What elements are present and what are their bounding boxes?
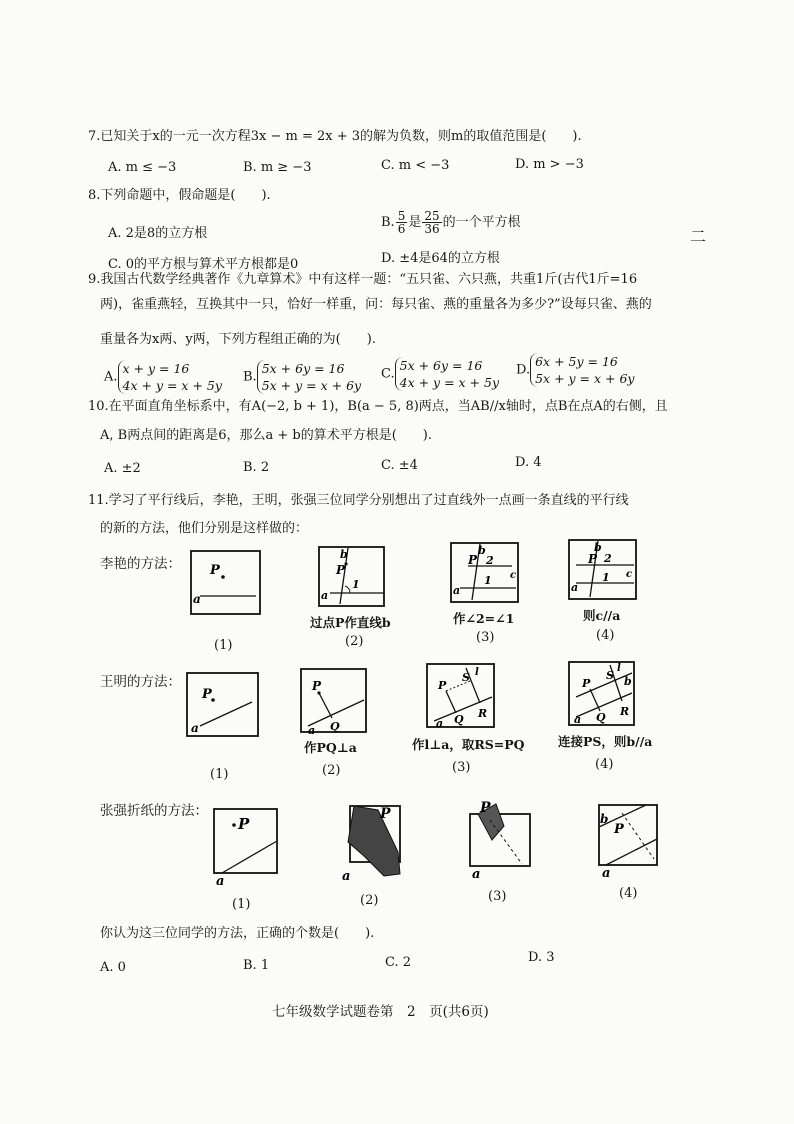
q9-option-a: A.x + y = 16 4x + y = x + 5y bbox=[104, 361, 222, 393]
q10-line-2: A, B两点间的距离是6，那么a + b的算术平方根是( ). bbox=[100, 428, 432, 443]
svg-text:P: P bbox=[480, 800, 491, 816]
svg-text:R: R bbox=[478, 707, 488, 720]
svg-text:a: a bbox=[321, 589, 329, 602]
q7-option-b: B. m ≥ −3 bbox=[243, 160, 312, 175]
svg-text:P: P bbox=[588, 552, 598, 566]
svg-text:S: S bbox=[606, 669, 614, 682]
svg-text:b: b bbox=[624, 675, 632, 688]
fraction-25-36: $\frac{25}{36}$ bbox=[424, 209, 440, 236]
svg-text:a: a bbox=[602, 866, 611, 879]
q11-question: 你认为这三位同学的方法，正确的个数是( ). bbox=[100, 926, 375, 941]
li-fig-num-2: (2) bbox=[345, 634, 364, 649]
li-figure-2 bbox=[318, 546, 386, 608]
page-footer: 七年级数学试题卷第 2 页(共6页) bbox=[272, 1004, 489, 1020]
svg-text:P: P bbox=[380, 806, 391, 822]
zhang-figure-1 bbox=[210, 807, 282, 887]
zhang-figure-2 bbox=[340, 802, 412, 884]
q9-option-d: D.6x + 5y = 16 5x + y = x + 6y bbox=[516, 354, 635, 386]
li-fig-num-4: (4) bbox=[596, 628, 615, 643]
li-fig-num-1: (1) bbox=[214, 638, 233, 653]
q8-option-a: A. 2是8的立方根 bbox=[108, 226, 208, 241]
wang-figure-3 bbox=[426, 663, 496, 729]
q8-option-b-label: B. bbox=[381, 215, 395, 230]
zhang-fig-num-3: (3) bbox=[488, 889, 507, 904]
q9-line-3: 重量各为x两、y两，下列方程组正确的为( ). bbox=[100, 332, 376, 347]
wang-figure-2 bbox=[300, 668, 368, 734]
q8-option-c: C. 0的平方根与算术平方根都是0 bbox=[108, 257, 299, 272]
svg-text:a: a bbox=[308, 724, 316, 734]
q7-option-d: D. m > −3 bbox=[515, 157, 584, 172]
wang-fig-num-4: (4) bbox=[595, 757, 614, 772]
wang-fig-num-2: (2) bbox=[322, 763, 341, 778]
q9-line-1: 9.我国古代数学经典著作《九章算术》中有这样一题：“五只雀、六只燕，共重1斤(古代1斤=16 bbox=[88, 272, 638, 287]
q9-option-c: C.5x + 6y = 16 4x + y = x + 5y bbox=[381, 358, 500, 390]
li-caption-4: 则c//a bbox=[583, 608, 621, 623]
fraction-5-6: $\frac{5}{6}$ bbox=[397, 209, 406, 236]
svg-text:P: P bbox=[582, 677, 591, 690]
svg-text:l: l bbox=[475, 667, 479, 678]
svg-text:a: a bbox=[472, 867, 481, 880]
wang-figure-1 bbox=[186, 672, 260, 738]
svg-text:b: b bbox=[340, 548, 348, 561]
q10-option-a: A. ±2 bbox=[104, 461, 141, 476]
q11-line-1: 11.学习了平行线后，李艳，王明，张强三位同学分别想出了过直线外一点画一条直线的平行线 bbox=[88, 493, 629, 508]
svg-text:1: 1 bbox=[602, 571, 610, 584]
q11-option-b: B. 1 bbox=[243, 958, 270, 973]
svg-text:a: a bbox=[342, 869, 351, 884]
q8-option-d: D. ±4是64的立方根 bbox=[381, 251, 500, 266]
wang-caption-3: 作l⊥a，取RS=PQ bbox=[412, 737, 525, 752]
svg-text:P: P bbox=[210, 563, 220, 578]
svg-text:a: a bbox=[216, 874, 225, 887]
wang-fig-num-3: (3) bbox=[452, 760, 471, 775]
svg-text:Q: Q bbox=[454, 713, 464, 726]
q8-stem: 8.下列命题中，假命题是( ). bbox=[88, 188, 271, 203]
wang-fig-num-1: (1) bbox=[210, 767, 229, 782]
side-section-mark: 二 bbox=[690, 227, 707, 246]
li-caption-2: 过点P作直线b bbox=[310, 615, 391, 630]
li-figure-4 bbox=[568, 539, 638, 601]
wang-caption-4: 连接PS，则b//a bbox=[558, 734, 653, 749]
zhang-figure-3 bbox=[460, 800, 534, 880]
wang-figure-4 bbox=[568, 661, 636, 727]
svg-text:P: P bbox=[468, 553, 478, 567]
svg-text:1: 1 bbox=[352, 578, 360, 591]
svg-text:P: P bbox=[202, 687, 212, 702]
q9-line-2: 两)，雀重燕轻，互换其中一只，恰好一样重，问：每只雀、燕的重量各为多少?”设每只雀、燕的 bbox=[100, 297, 652, 312]
svg-text:S: S bbox=[462, 671, 470, 684]
svg-text:P: P bbox=[238, 815, 250, 833]
svg-text:Q: Q bbox=[330, 720, 340, 733]
zhang-qiang-method-label: 张强折纸的方法： bbox=[100, 803, 208, 819]
q11-option-c: C. 2 bbox=[385, 955, 412, 970]
svg-text:a: a bbox=[191, 721, 199, 735]
q10-option-d: D. 4 bbox=[515, 455, 542, 470]
q8-option-b: B. $\frac{5}{6}$ 是 $\frac{25}{36}$ 的一个平方根 bbox=[381, 209, 521, 236]
q7-option-a: A. m ≤ −3 bbox=[108, 160, 177, 175]
svg-text:c: c bbox=[626, 569, 633, 580]
svg-text:b: b bbox=[600, 812, 609, 826]
zhang-fig-num-1: (1) bbox=[232, 897, 251, 912]
wang-caption-2: 作PQ⊥a bbox=[304, 740, 357, 755]
li-figure-1 bbox=[190, 550, 262, 616]
q11-option-a: A. 0 bbox=[100, 960, 126, 975]
q11-line-2: 的新的方法，他们分别是这样做的： bbox=[100, 521, 309, 536]
svg-text:a: a bbox=[193, 592, 201, 606]
q10-line-1: 10.在平面直角坐标系中，有A(−2, b + 1)，B(a − 5, 8)两点，当AB//x轴时，点B在点A的右侧，且 bbox=[88, 399, 668, 414]
svg-text:P: P bbox=[312, 679, 322, 693]
svg-text:l: l bbox=[617, 663, 621, 674]
wang-ming-method-label: 王明的方法： bbox=[100, 674, 181, 690]
q9-option-b: B.5x + 6y = 16 5x + y = x + 6y bbox=[243, 361, 362, 393]
svg-text:R: R bbox=[620, 705, 630, 718]
q10-option-b: B. 2 bbox=[243, 460, 270, 475]
q7-stem: 7.已知关于x的一元一次方程3x − m = 2x + 3的解为负数，则m的取值范围是( ). bbox=[88, 129, 582, 144]
li-fig-num-3: (3) bbox=[476, 630, 495, 645]
q10-option-c: C. ±4 bbox=[381, 458, 418, 473]
svg-text:2: 2 bbox=[604, 552, 612, 565]
svg-text:Q: Q bbox=[596, 711, 606, 724]
svg-text:b: b bbox=[594, 541, 602, 554]
svg-text:a: a bbox=[571, 581, 579, 594]
li-caption-3: 作∠2=∠1 bbox=[453, 611, 515, 626]
svg-text:P: P bbox=[336, 563, 346, 577]
li-figure-3 bbox=[450, 542, 520, 604]
zhang-fig-num-2: (2) bbox=[360, 893, 379, 908]
svg-text:a: a bbox=[453, 584, 461, 597]
svg-text:1: 1 bbox=[484, 574, 492, 587]
svg-text:P: P bbox=[614, 822, 624, 837]
zhang-figure-4 bbox=[596, 803, 660, 879]
q7-option-c: C. m < −3 bbox=[381, 158, 450, 173]
svg-text:c: c bbox=[510, 570, 517, 581]
zhang-fig-num-4: (4) bbox=[619, 886, 638, 901]
svg-text:a: a bbox=[574, 713, 582, 726]
svg-text:P: P bbox=[438, 679, 447, 692]
svg-text:2: 2 bbox=[486, 554, 494, 567]
q11-option-d: D. 3 bbox=[528, 950, 555, 965]
svg-text:b: b bbox=[478, 544, 486, 557]
li-yan-method-label: 李艳的方法： bbox=[100, 556, 181, 572]
svg-text:a: a bbox=[436, 717, 444, 729]
